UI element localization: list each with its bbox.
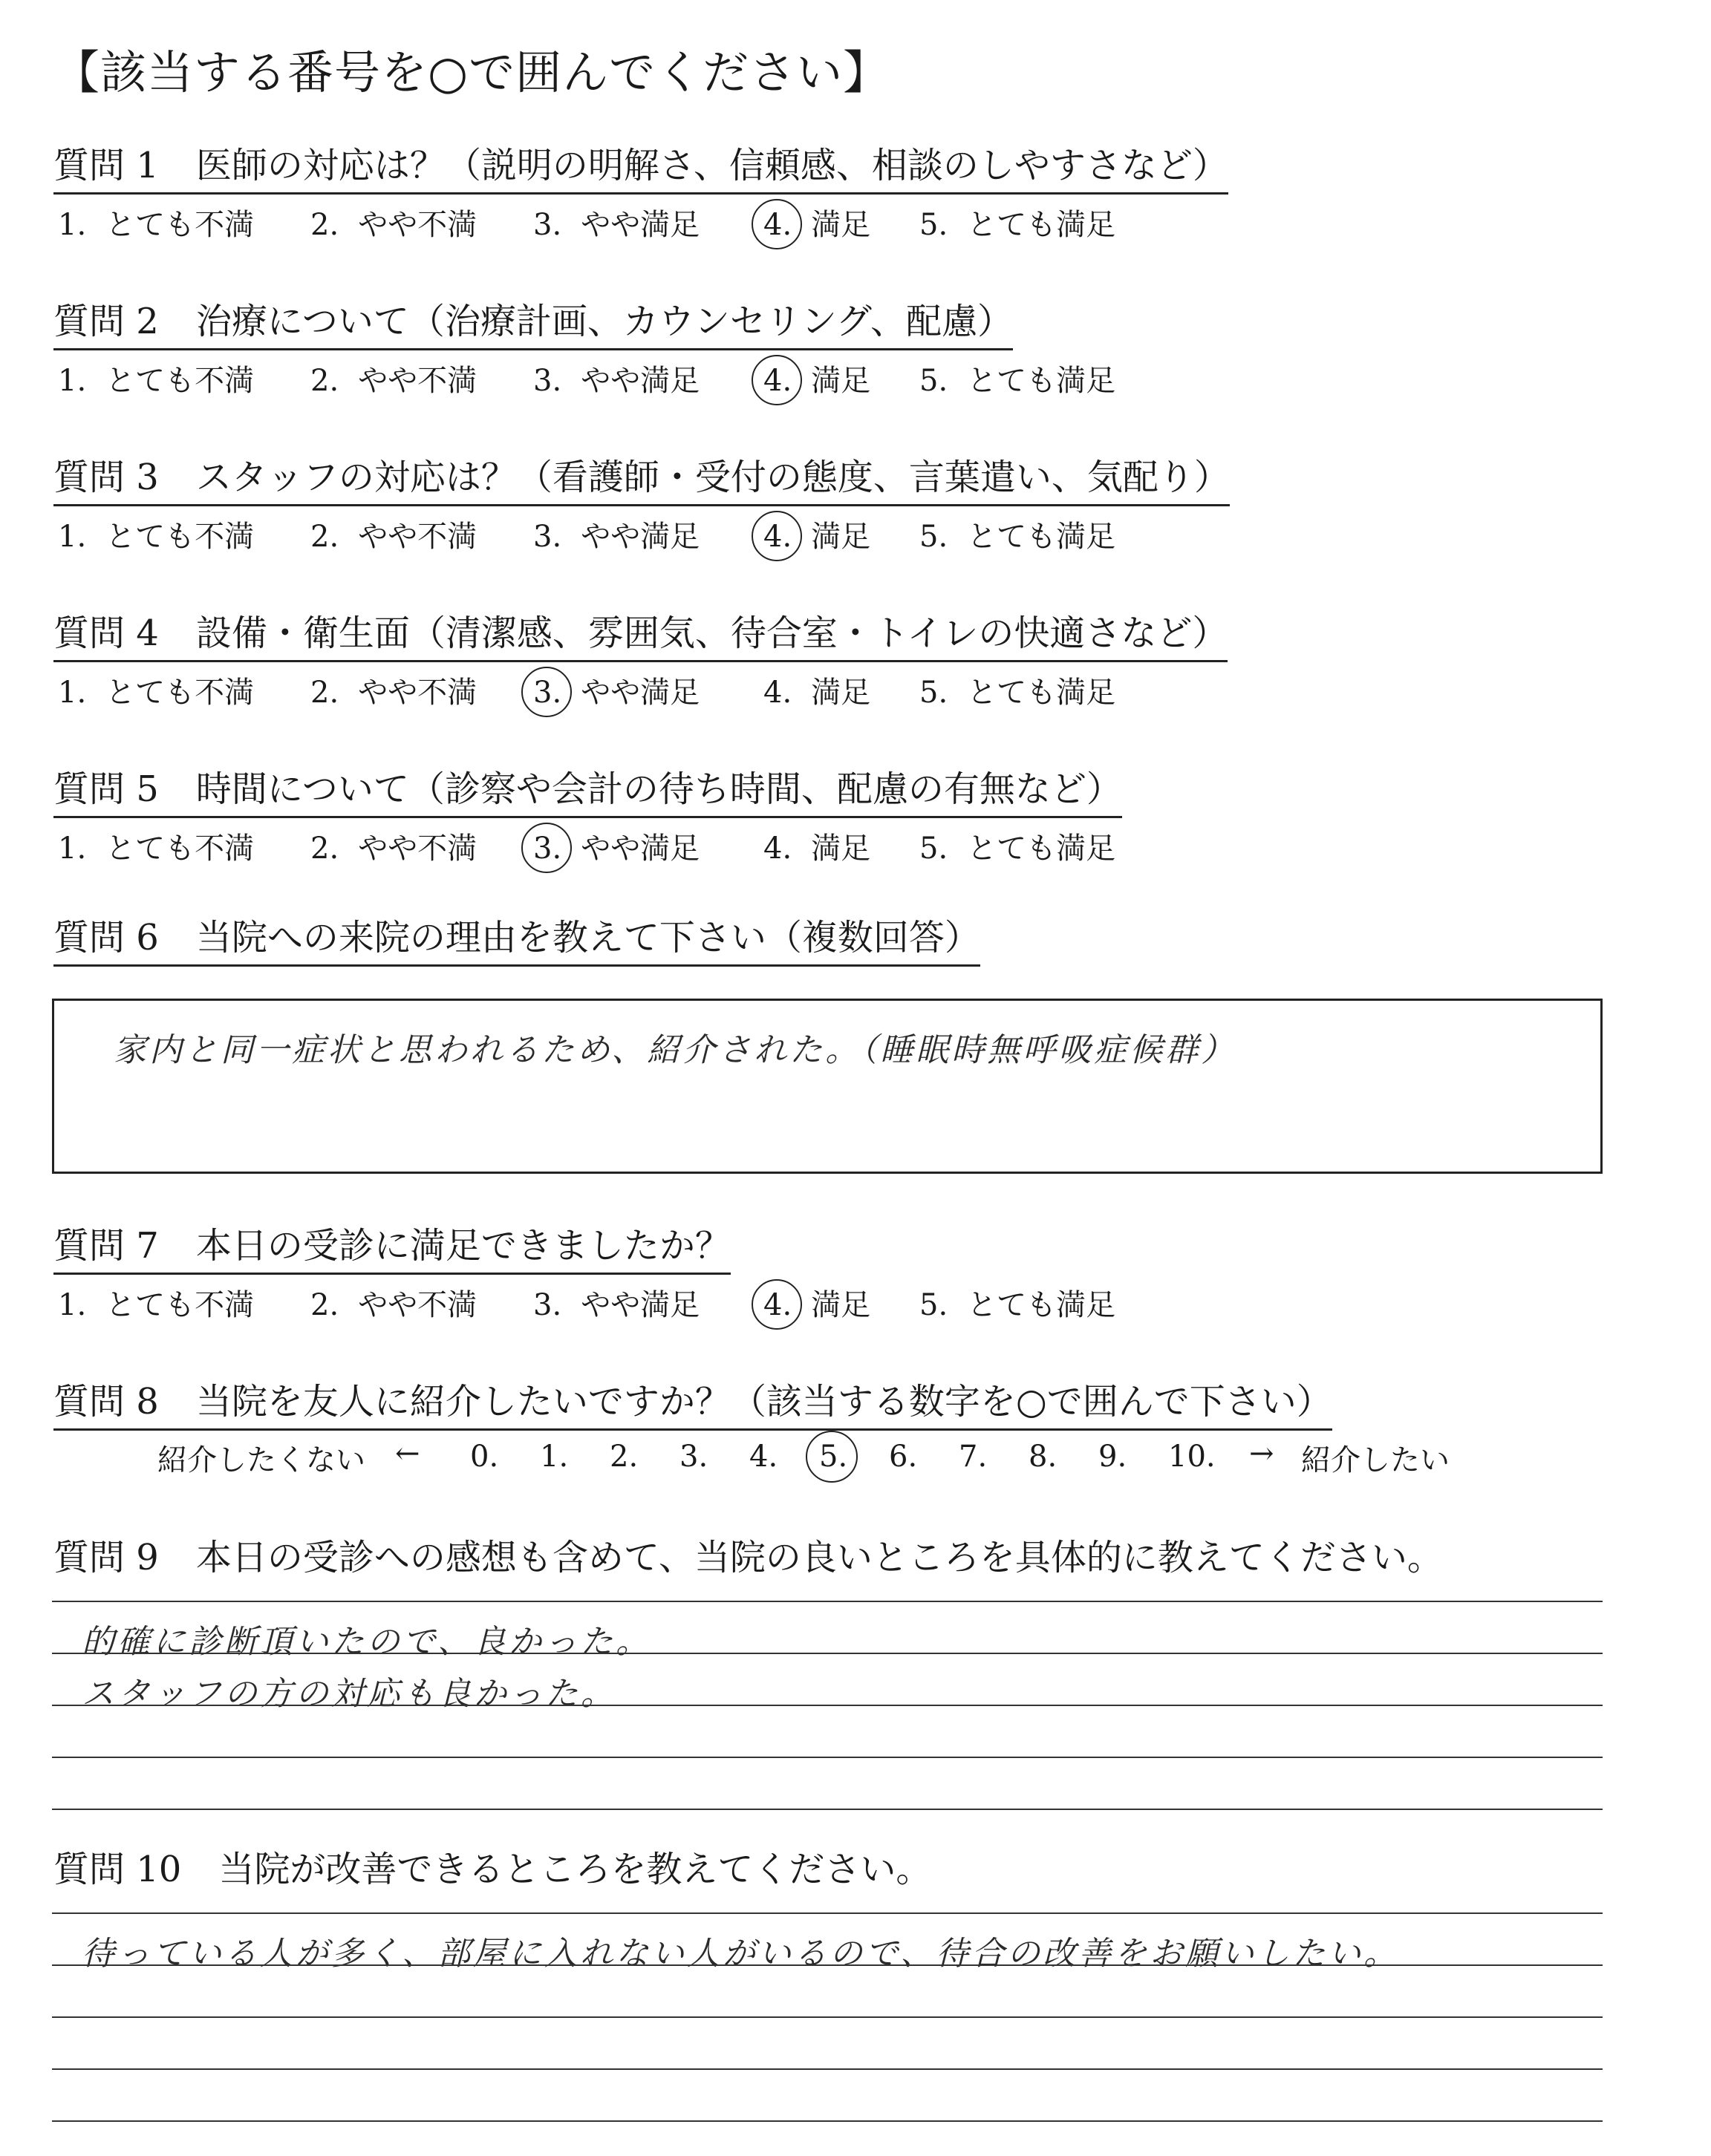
q3-option-2[interactable] xyxy=(306,513,477,557)
q4-option-label: とても満足 xyxy=(967,676,1116,710)
q4-option-5[interactable] xyxy=(915,669,1115,713)
page-heading: 【該当する番号を○で囲んでください】 xyxy=(53,45,890,99)
q8-scale-value: 0. xyxy=(470,1440,499,1474)
q7-option-label: やや不満 xyxy=(358,1288,478,1322)
q2-option-label: とても不満 xyxy=(105,364,255,398)
q5-option-number: 1. xyxy=(58,832,87,866)
q4-option-number: 3. xyxy=(529,673,566,713)
q7-option-label: とても満足 xyxy=(967,1288,1116,1322)
q7-option-4[interactable] xyxy=(759,1281,870,1325)
q7-option-number: 1. xyxy=(58,1288,87,1322)
q6-answer: 家内と同一症状と思われるため、紹介された。（睡眠時無呼吸症候群） xyxy=(114,1031,1237,1069)
q1-option-2[interactable] xyxy=(306,201,477,245)
q2-option-1[interactable] xyxy=(53,357,254,401)
q10-line-2 xyxy=(52,1964,1603,1966)
q7-title xyxy=(53,1225,731,1275)
q3-title xyxy=(53,457,1230,506)
q4-option-number: 5. xyxy=(919,676,948,710)
q5-option-label: やや満足 xyxy=(581,832,700,866)
q2-option-label: 満足 xyxy=(811,364,871,398)
q1-option-number: 2. xyxy=(310,208,339,242)
q8-scale-value: 7. xyxy=(959,1440,988,1474)
q8-scale-value: 9. xyxy=(1098,1440,1127,1474)
q9-answer-1: 的確に診断頂いたので、良かった。 xyxy=(82,1623,652,1661)
q1-option-1[interactable] xyxy=(53,201,254,245)
q8-scale-item-6[interactable] xyxy=(884,1437,922,1477)
q4-option-2[interactable] xyxy=(306,669,477,713)
q8-scale-item-4[interactable] xyxy=(745,1437,782,1477)
q8-scale-item-8[interactable] xyxy=(1024,1437,1061,1477)
q1-option-label: とても満足 xyxy=(967,208,1116,242)
q8-left-label: 紹介したくない xyxy=(157,1443,365,1477)
q2-option-number: 4. xyxy=(759,361,796,401)
q4-option-label: とても不満 xyxy=(105,676,255,710)
q3-option-1[interactable] xyxy=(53,513,254,557)
q8-scale-value: 6. xyxy=(889,1440,918,1474)
q9-text: 本日の受診への感想も含めて、当院の良いところを具体的に教えてください。 xyxy=(195,1537,1443,1578)
q9-number: 質問 9 xyxy=(53,1537,159,1578)
q3-option-number: 5. xyxy=(919,520,948,554)
q7-option-number: 5. xyxy=(919,1288,948,1322)
q8-scale-item-10[interactable] xyxy=(1164,1437,1220,1477)
q8-right-label: 紹介したい xyxy=(1301,1443,1450,1477)
q3-option-label: やや不満 xyxy=(358,520,478,554)
q7-option-3[interactable] xyxy=(529,1281,700,1325)
q1-option-number: 3. xyxy=(533,208,562,242)
q1-option-4[interactable] xyxy=(759,201,870,245)
q1-option-label: 満足 xyxy=(811,208,871,242)
q1-option-label: やや満足 xyxy=(581,208,700,242)
q2-option-label: とても満足 xyxy=(967,364,1116,398)
q7-number: 質問 7 xyxy=(53,1225,159,1267)
q5-option-2[interactable] xyxy=(306,825,477,869)
q3-option-number: 2. xyxy=(310,520,339,554)
q8-title xyxy=(53,1381,1332,1431)
q3-option-label: とても不満 xyxy=(105,520,255,554)
q8-scale-item-3[interactable] xyxy=(675,1437,712,1477)
q8-text: 当院を友人に紹介したいですか？（該当する数字を○で囲んで下さい） xyxy=(195,1381,1332,1422)
q1-option-label: とても不満 xyxy=(105,208,255,242)
q3-option-number: 3. xyxy=(533,520,562,554)
q8-scale-value: 4. xyxy=(749,1440,778,1474)
q9-line-3 xyxy=(52,1705,1603,1706)
q4-number: 質問 4 xyxy=(53,612,159,654)
q8-scale-item-2[interactable] xyxy=(605,1437,642,1477)
q9-line-5 xyxy=(52,1809,1603,1810)
q10-number: 質問 10 xyxy=(53,1849,182,1890)
q1-option-5[interactable] xyxy=(915,201,1115,245)
q8-scale-value: 1. xyxy=(540,1440,569,1474)
q4-option-1[interactable] xyxy=(53,669,254,713)
q8-scale-item-1[interactable] xyxy=(535,1437,573,1477)
q9-line-1 xyxy=(52,1601,1603,1602)
q5-option-4[interactable] xyxy=(759,825,870,869)
q4-option-label: やや不満 xyxy=(358,676,478,710)
q2-option-label: やや不満 xyxy=(358,364,478,398)
q1-option-number: 5. xyxy=(919,208,948,242)
q3-option-4[interactable] xyxy=(759,513,870,557)
q2-option-label: やや満足 xyxy=(581,364,700,398)
q3-option-3[interactable] xyxy=(529,513,700,557)
q2-option-5[interactable] xyxy=(915,357,1115,401)
q4-option-number: 1. xyxy=(58,676,87,710)
q6-number: 質問 6 xyxy=(53,917,159,958)
q7-option-number: 2. xyxy=(310,1288,339,1322)
q6-answer-box[interactable] xyxy=(52,999,1603,1174)
q3-text: スタッフの対応は？（看護師・受付の態度、言葉遣い、気配り） xyxy=(195,457,1230,498)
q1-option-number: 4. xyxy=(759,205,796,245)
q5-option-number: 2. xyxy=(310,832,339,866)
q1-title xyxy=(53,145,1228,195)
q8-scale-value: 10. xyxy=(1168,1440,1216,1474)
q10-title xyxy=(53,1849,931,1896)
q5-option-5[interactable] xyxy=(915,825,1115,869)
q10-line-4 xyxy=(52,2068,1603,2070)
q5-option-3[interactable] xyxy=(529,825,700,869)
q4-title xyxy=(53,612,1228,662)
q7-option-label: 満足 xyxy=(811,1288,871,1322)
q7-option-1[interactable] xyxy=(53,1281,254,1325)
q10-text: 当院が改善できるところを教えてください。 xyxy=(218,1849,932,1890)
q8-right-arrow: → xyxy=(1249,1437,1274,1471)
q8-scale-item-7[interactable] xyxy=(954,1437,991,1477)
q7-option-label: とても不満 xyxy=(105,1288,255,1322)
q2-title xyxy=(53,301,1013,350)
q8-scale-item-5[interactable] xyxy=(815,1437,852,1477)
q9-line-2 xyxy=(52,1653,1603,1654)
q2-option-2[interactable] xyxy=(306,357,477,401)
q4-option-label: やや満足 xyxy=(581,676,700,710)
q8-scale-item-9[interactable] xyxy=(1094,1437,1131,1477)
q5-option-label: とても不満 xyxy=(105,832,255,866)
q2-option-4[interactable] xyxy=(759,357,870,401)
q2-option-number: 3. xyxy=(533,364,562,398)
q3-option-label: 満足 xyxy=(811,520,871,554)
q7-option-label: やや満足 xyxy=(581,1288,700,1322)
q8-scale-value: 5. xyxy=(815,1437,852,1477)
q8-scale-item-0[interactable] xyxy=(466,1437,503,1477)
q10-line-1 xyxy=(52,1912,1603,1914)
q7-option-2[interactable] xyxy=(306,1281,477,1325)
q9-answer-2: スタッフの方の対応も良かった。 xyxy=(82,1675,616,1713)
q7-text: 本日の受診に満足できましたか？ xyxy=(195,1225,731,1267)
q5-option-number: 5. xyxy=(919,832,948,866)
q5-number: 質問 5 xyxy=(53,768,159,810)
q5-title xyxy=(53,768,1122,818)
q8-scale-value: 3. xyxy=(679,1440,708,1474)
q5-option-number: 3. xyxy=(529,829,566,869)
q2-option-number: 5. xyxy=(919,364,948,398)
q10-answer-1: 待っている人が多く、部屋に入れない人がいるので、待合の改善をお願いしたい。 xyxy=(82,1935,1400,1973)
q5-option-label: 満足 xyxy=(811,832,871,866)
q1-option-number: 1. xyxy=(58,208,87,242)
q5-option-label: やや不満 xyxy=(358,832,478,866)
q4-option-3[interactable] xyxy=(529,669,700,713)
q10-line-3 xyxy=(52,2016,1603,2018)
q2-number: 質問 2 xyxy=(53,301,159,342)
q5-option-label: とても満足 xyxy=(967,832,1116,866)
q1-number: 質問 1 xyxy=(53,145,159,186)
q1-option-3[interactable] xyxy=(529,201,700,245)
q6-title xyxy=(53,917,980,967)
q5-option-number: 4. xyxy=(763,832,792,866)
q7-option-5[interactable] xyxy=(915,1281,1115,1325)
q7-option-number: 3. xyxy=(533,1288,562,1322)
q10-line-5 xyxy=(52,2120,1603,2122)
q8-scale-value: 8. xyxy=(1029,1440,1057,1474)
q2-text: 治療について（治療計画、カウンセリング、配慮） xyxy=(195,301,1013,342)
q3-option-label: やや満足 xyxy=(581,520,700,554)
q3-option-5[interactable] xyxy=(915,513,1115,557)
q2-option-number: 2. xyxy=(310,364,339,398)
q1-option-label: やや不満 xyxy=(358,208,478,242)
q2-option-3[interactable] xyxy=(529,357,700,401)
q8-number: 質問 8 xyxy=(53,1381,159,1422)
q4-text: 設備・衛生面（清潔感、雰囲気、待合室・トイレの快適さなど） xyxy=(195,612,1228,654)
q6-text: 当院への来院の理由を教えて下さい（複数回答） xyxy=(195,917,980,958)
q8-left-arrow: ← xyxy=(395,1437,420,1471)
q4-option-number: 2. xyxy=(310,676,339,710)
q9-title xyxy=(53,1537,1443,1584)
q9-line-4 xyxy=(52,1757,1603,1758)
q5-text: 時間について（診察や会計の待ち時間、配慮の有無など） xyxy=(195,768,1122,810)
q8-scale-value: 2. xyxy=(610,1440,639,1474)
q2-option-number: 1. xyxy=(58,364,87,398)
q3-option-label: とても満足 xyxy=(967,520,1116,554)
q4-option-number: 4. xyxy=(763,676,792,710)
q3-option-number: 1. xyxy=(58,520,87,554)
q4-option-4[interactable] xyxy=(759,669,870,713)
q1-text: 医師の対応は？（説明の明解さ、信頼感、相談のしやすさなど） xyxy=(195,145,1228,186)
q3-option-number: 4. xyxy=(759,517,796,557)
q4-option-label: 満足 xyxy=(811,676,871,710)
q7-option-number: 4. xyxy=(759,1285,796,1325)
q5-option-1[interactable] xyxy=(53,825,254,869)
q3-number: 質問 3 xyxy=(53,457,159,498)
